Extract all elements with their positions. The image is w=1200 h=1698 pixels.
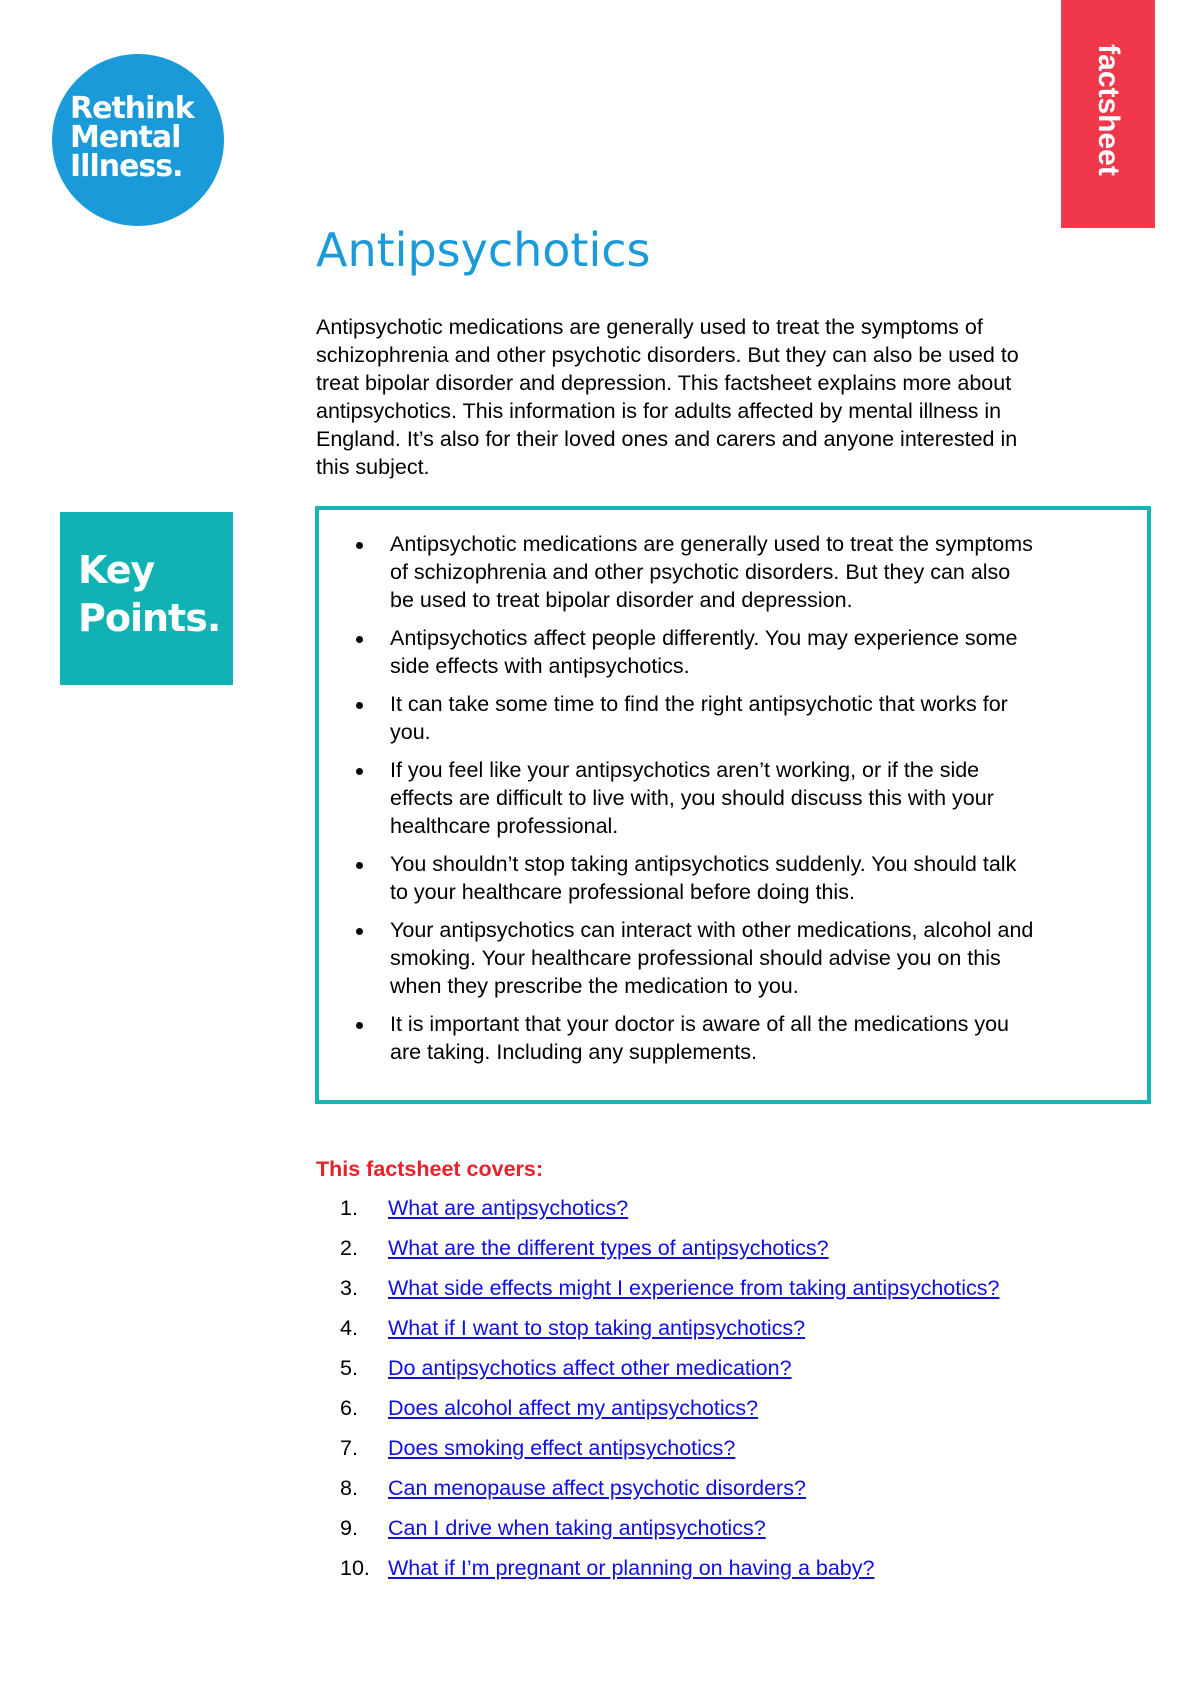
toc-number: 2. bbox=[340, 1236, 358, 1260]
toc-item bbox=[340, 1194, 999, 1234]
bullet-icon bbox=[356, 768, 363, 775]
key-points-box bbox=[315, 506, 1151, 1104]
toc-item bbox=[340, 1394, 999, 1434]
key-point-text: Antipsychotics affect people differently. You may experience some side effects with antipsychotics. bbox=[390, 626, 1018, 678]
toc-link[interactable]: Can menopause affect psychotic disorders? bbox=[388, 1476, 806, 1500]
covers-heading: This factsheet covers: bbox=[316, 1157, 544, 1181]
key-points-badge-line-2: Points. bbox=[78, 596, 221, 640]
logo-line-2: Mental bbox=[70, 120, 181, 155]
key-point-item bbox=[353, 916, 1133, 1000]
bullet-icon bbox=[356, 636, 363, 643]
key-point-text: If you feel like your antipsychotics aren’t working, or if the side effects are difficult to live with, you should discuss this with your healthcare professional. bbox=[390, 758, 994, 838]
key-point-text: Antipsychotic medications are generally used to treat the symptoms of schizophrenia and other psychotic disorders. But they can also be used to treat bipolar disorder and depression. bbox=[390, 532, 1033, 612]
key-point-item bbox=[353, 1010, 1133, 1066]
bullet-icon bbox=[356, 862, 363, 869]
key-point-item bbox=[353, 756, 1133, 840]
toc-link[interactable]: What if I want to stop taking antipsychotics? bbox=[388, 1316, 806, 1340]
toc-number: 7. bbox=[340, 1436, 358, 1460]
toc-item bbox=[340, 1234, 999, 1274]
toc-link[interactable]: What are the different types of antipsychotics? bbox=[388, 1236, 829, 1260]
toc-item bbox=[340, 1274, 999, 1314]
toc-number: 5. bbox=[340, 1356, 358, 1380]
key-point-text: Your antipsychotics can interact with other medications, alcohol and smoking. Your healthcare professional should advise you on this when they prescribe the medication to you. bbox=[390, 918, 1034, 998]
page-title: Antipsychotics bbox=[316, 223, 651, 277]
logo-line-3: Illness. bbox=[70, 149, 183, 184]
toc-number: 6. bbox=[340, 1396, 358, 1420]
toc-item bbox=[340, 1354, 999, 1394]
key-points-badge bbox=[60, 512, 233, 685]
logo-line-1: Rethink bbox=[70, 91, 194, 126]
key-point-text: It is important that your doctor is aware of all the medications you are taking. Including any supplements. bbox=[390, 1012, 1010, 1064]
toc-item bbox=[340, 1434, 999, 1474]
factsheet-tab bbox=[1061, 0, 1155, 228]
toc-item bbox=[340, 1314, 999, 1354]
bullet-icon bbox=[356, 928, 363, 935]
toc-number: 1. bbox=[340, 1196, 358, 1220]
toc-number: 10. bbox=[340, 1556, 370, 1580]
toc-link[interactable]: What are antipsychotics? bbox=[388, 1196, 629, 1220]
key-point-text: You shouldn’t stop taking antipsychotics suddenly. You should talk to your healthcare professional before doing this. bbox=[390, 852, 1017, 904]
key-points-badge-line-1: Key bbox=[78, 548, 155, 592]
toc-link[interactable]: What if I’m pregnant or planning on having a baby? bbox=[388, 1556, 875, 1580]
key-points-list bbox=[353, 530, 1133, 1076]
toc-link[interactable]: Does alcohol affect my antipsychotics? bbox=[388, 1396, 759, 1420]
key-point-item bbox=[353, 850, 1133, 906]
key-point-text: It can take some time to find the right antipsychotic that works for you. bbox=[390, 692, 1008, 744]
toc-link[interactable]: Do antipsychotics affect other medication? bbox=[388, 1356, 792, 1380]
toc-number: 9. bbox=[340, 1516, 358, 1540]
toc-item bbox=[340, 1554, 999, 1594]
toc-number: 4. bbox=[340, 1316, 358, 1340]
bullet-icon bbox=[356, 702, 363, 709]
toc-number: 3. bbox=[340, 1276, 358, 1300]
toc-number: 8. bbox=[340, 1476, 358, 1500]
rethink-logo bbox=[52, 54, 224, 226]
key-point-item bbox=[353, 624, 1133, 680]
toc-link[interactable]: Does smoking effect antipsychotics? bbox=[388, 1436, 736, 1460]
bullet-icon bbox=[356, 1022, 363, 1029]
factsheet-tab-label: factsheet bbox=[1092, 44, 1125, 176]
table-of-contents bbox=[340, 1194, 999, 1594]
toc-item bbox=[340, 1474, 999, 1514]
key-point-item bbox=[353, 690, 1133, 746]
bullet-icon bbox=[356, 542, 363, 549]
intro-paragraph: Antipsychotic medications are generally used to treat the symptoms of schizophrenia and other psychotic disorders. But they can also be used to treat bipolar disorder and depression. This factsheet explains more about antipsychotics. This information is for adults affected by mental illness in England. It’s also for their loved ones and carers and anyone interested in this subject. bbox=[316, 315, 1019, 479]
toc-link[interactable]: What side effects might I experience from taking antipsychotics? bbox=[388, 1276, 1000, 1300]
toc-item bbox=[340, 1514, 999, 1554]
key-point-item bbox=[353, 530, 1133, 614]
toc-link[interactable]: Can I drive when taking antipsychotics? bbox=[388, 1516, 766, 1540]
